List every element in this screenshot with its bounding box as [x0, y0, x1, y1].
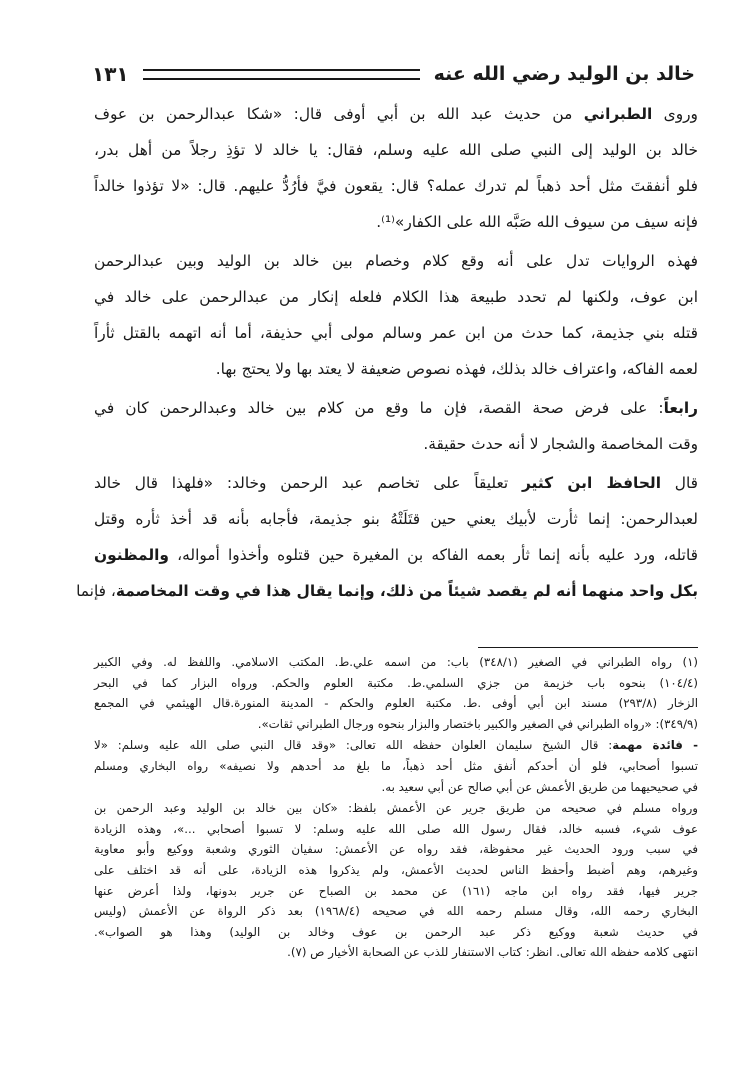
- text-line: [94, 714, 698, 735]
- footnote: [94, 652, 698, 734]
- text-line: [94, 243, 698, 279]
- line-text: البخاري رحمه الله، وقال مسلم رحمه الله في صحيحه (١٩٦٨/٤) بعد ذكر الرواة عن الأعمش (وليس: [94, 904, 698, 919]
- paragraph: [94, 390, 698, 462]
- line-text: وروى: [652, 105, 698, 123]
- line-text: (١٠٤/٤) بنحوه باب خزيمة من جزي السلمي.ط. مكتبة العلوم والحكم. ورواه البزار كما في البحر: [94, 675, 698, 690]
- text-line: [94, 132, 698, 168]
- text-line: [94, 168, 698, 204]
- text-line: [94, 798, 698, 819]
- text-line: [76, 573, 698, 609]
- line-text: وقت المخاصمة والشجار لا أنه حدث حقيقة.: [423, 435, 698, 453]
- footnote-separator: [478, 647, 698, 648]
- line-text: في صحيحيهما من طريق الأعمش عن أبي صالح عن أبي سعيد به.: [381, 779, 698, 794]
- emphasis-text: الطبراني: [583, 105, 653, 123]
- text-line: [94, 501, 698, 537]
- line-text: لعبدالرحمن: إنما ثأرت لأبيك يعني حين قتَلَتْهُ بنو جذيمة، فأجابه بأنه قد أخذ ثأره وقتل: [94, 510, 698, 528]
- line-text: : على فرض صحة القصة، فإن ما وقع من كلام بين خالد وعبدالرحمن كان في: [94, 399, 664, 417]
- text-line: [94, 819, 698, 840]
- line-text: تسبوا أصحابي، فلو أن أحدكم أنفق مثل أحد ذهباً، ما بلغ مد أحدهم ولا نصيفه» رواه البخاري ومسلم: [94, 758, 698, 773]
- emphasis-text: رابعاً: [663, 399, 698, 417]
- text-line: [94, 693, 698, 714]
- text-line: [94, 351, 698, 387]
- text-line: [94, 465, 698, 501]
- line-text: من حديث عبد الله بن أبي أوفى قال: «شكا عبدالرحمن بن عوف: [94, 105, 584, 123]
- line-text: قال: [660, 474, 699, 492]
- line-text: فإنه سيف من سيوف الله صَبَّه الله على الكفار»⁽¹⁾.: [376, 213, 698, 231]
- line-text: فهذه الروايات تدل على أنه وقع كلام وخصام بين خالد بن الوليد وبين عبدالرحمن: [94, 252, 698, 270]
- emphasis-text: الحافظ ابن كثير: [521, 474, 661, 492]
- line-text: في حديث شعبة ووكيع ذكر عبد الرحمن بن عوف وخالد بن الوليد) وهذا هو الصواب».: [94, 924, 698, 939]
- emphasis-text: والمظنون: [94, 546, 169, 564]
- text-line: [94, 860, 698, 881]
- text-line: [94, 315, 698, 351]
- main-text: [76, 96, 699, 609]
- text-line: [94, 735, 698, 756]
- paragraph: [94, 243, 698, 387]
- emphasis-text: - فائدة مهمة: [612, 738, 698, 753]
- line-text: في سبب ورود الحديث غير محفوظة، فقد رواه عن الأعمش: سفيان الثوري وشعبة ووكيع وأبو معاوية: [94, 842, 698, 857]
- line-text: جرير فيها، فقد رواه ابن ماجه (١٦١) عن محمد بن الصباح عن جرير بدونها، ولذا أعرض عنها: [94, 883, 698, 898]
- text-line: [94, 279, 698, 315]
- line-text: ابن عوف، ولكنها لم تحدد طبيعة هذا الكلام فلعله إنكار من عبدالرحمن على خالد في: [94, 288, 698, 306]
- line-text: لعمه الفاكه، واعتراف خالد بذلك، فهذه نصوص ضعيفة لا يعتد بها ولا يحتج بها.: [215, 360, 698, 378]
- text-line: [94, 673, 698, 694]
- text-line: [94, 96, 698, 132]
- text-line: [94, 922, 698, 943]
- text-line: [94, 390, 698, 426]
- text-line: [94, 756, 698, 777]
- line-text: فلو أنفقتَ مثل أحد ذهباً لم تدرك عمله؟ قال: يقعون فيَّ فأرُدُّ عليهم. قال: «لا تؤذوا خالداً: [94, 177, 698, 195]
- footnote: [94, 798, 698, 963]
- text-line: [94, 537, 698, 573]
- paragraph: [76, 465, 699, 609]
- line-text: ورواه مسلم في صحيحه من طريق جرير عن الأعمش بلفظ: «كان بين خالد بن الوليد وعبد الرحمن بن: [94, 801, 698, 816]
- line-text: قاتله، ورد عليه بأنه إنما ثأر بعمه الفاكه بن المغيرة حين قتلوه وأخذوا أمواله،: [169, 546, 698, 564]
- line-text: (٣٤٩/٩): «رواه الطبراني في الصغير والكبير باختصار والبزار بنحوه ورجال الطبراني ثقات».: [257, 716, 698, 731]
- header-rule: [143, 69, 420, 80]
- emphasis-text: بكل واحد منهما أنه لم يقصد شيئاً من ذلك، وإنما يقال هذا في وقت المخاصمة: [115, 582, 698, 600]
- text-line: [94, 204, 698, 240]
- line-text: خالد بن الوليد إلى النبي صلى الله عليه وسلم، فقال: يا خالد لا تؤذِ رجلاً من أهل بدر،: [94, 141, 698, 159]
- line-text: : قال الشيخ سليمان العلوان حفظه الله تعالى: «وقد قال النبي صلى الله عليه وسلم: «لا: [94, 738, 613, 753]
- text-line: [94, 881, 698, 902]
- line-text: الزخار (٢٩٣/٨) مسند ابن أبي أوفى .ط. مكتبة العلوم والحكم - المدينة المنورة.قال الهيثمي في المجمع: [94, 696, 698, 711]
- line-text: تعليقاً على تخاصم عبد الرحمن وخالد: «فلهذا قال خالد: [94, 474, 522, 492]
- text-line: [94, 942, 698, 963]
- line-text: قتله بني جذيمة، كما حدث من ابن عمر وسالم مولى أبي حذيفة، أما أنه اتهمه بالقتل ثأراً: [94, 324, 698, 342]
- line-text: عوف شيء، فسبه خالد، فقال رسول الله صلى الله عليه وسلم: لا تسبوا أصحابي ...»، وهذه الزيادة: [94, 821, 698, 836]
- line-text: انتهى كلامه حفظه الله تعالى. انظر: كتاب الاستنفار للذب عن الصحابة الأخيار ص (٧).: [287, 945, 698, 960]
- running-title: خالد بن الوليد رضي الله عنه: [433, 63, 695, 85]
- line-text: ، فإنما: [76, 582, 116, 600]
- footnotes: [94, 652, 698, 963]
- text-line: [94, 426, 698, 462]
- text-line: [94, 777, 698, 798]
- text-line: [94, 652, 698, 673]
- line-text: وغيرهم، وهم أضبط وأحفظ الناس لحديث الأعمش، ولم يذكروا هذه الزيادة، على أنه قد اختلف على: [94, 862, 698, 877]
- running-header: [92, 56, 695, 92]
- paragraph: [94, 96, 698, 240]
- footnote: [94, 735, 698, 797]
- page-number: ١٣١: [92, 62, 129, 86]
- text-line: [94, 839, 698, 860]
- text-line: [94, 901, 698, 922]
- line-text: (١) رواه الطبراني في الصغير (٣٤٨/١) باب: من اسمه علي.ط. المكتب الاسلامي. واللفظ له. وفي الكبير: [94, 655, 699, 669]
